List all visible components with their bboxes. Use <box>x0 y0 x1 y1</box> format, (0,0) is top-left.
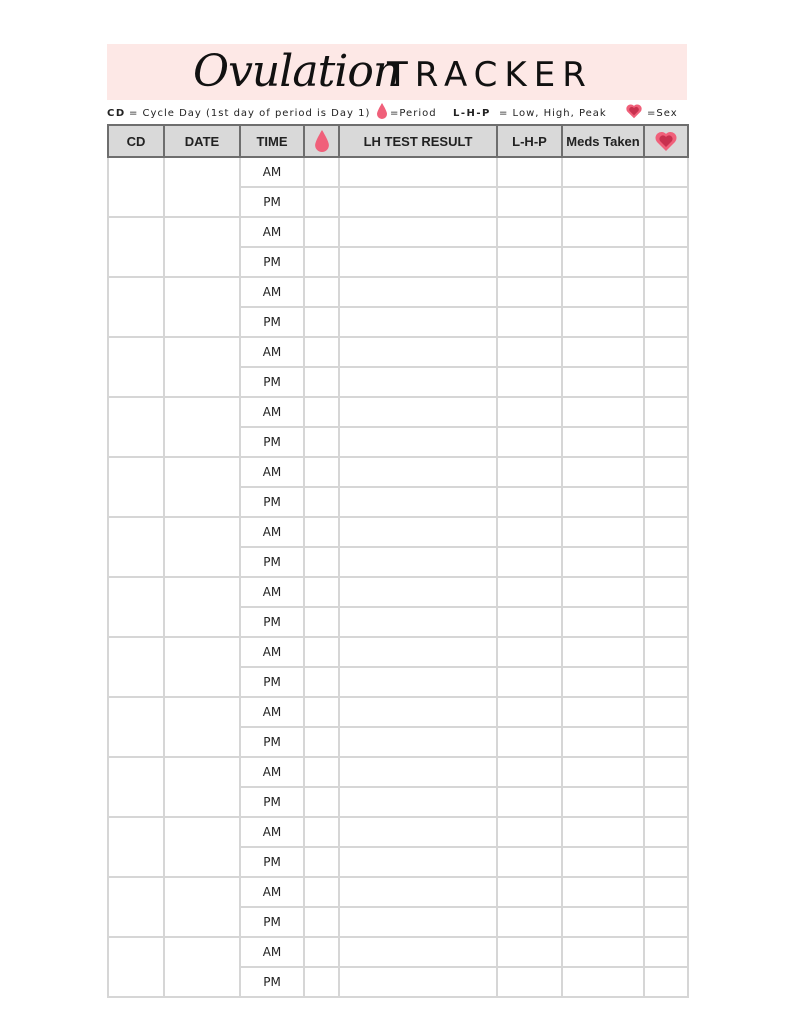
period-cell[interactable] <box>304 937 339 967</box>
lhp-cell[interactable] <box>497 727 562 757</box>
meds-cell[interactable] <box>562 487 644 517</box>
period-cell[interactable] <box>304 487 339 517</box>
time-cell: PM <box>240 667 304 697</box>
time-cell: AM <box>240 157 304 187</box>
lh-result-cell[interactable] <box>339 607 497 637</box>
lh-result-cell[interactable] <box>339 667 497 697</box>
cd-cell[interactable] <box>108 577 164 637</box>
lh-result-cell[interactable] <box>339 937 497 967</box>
sex-cell[interactable] <box>644 817 688 847</box>
period-cell[interactable] <box>304 157 339 187</box>
period-cell[interactable] <box>304 517 339 547</box>
lh-result-cell[interactable] <box>339 187 497 217</box>
sex-cell[interactable] <box>644 757 688 787</box>
lh-result-cell[interactable] <box>339 577 497 607</box>
meds-cell[interactable] <box>562 367 644 397</box>
meds-cell[interactable] <box>562 397 644 427</box>
table-row <box>108 697 688 727</box>
lh-result-cell[interactable] <box>339 757 497 787</box>
sex-cell[interactable] <box>644 307 688 337</box>
sex-cell[interactable] <box>644 247 688 277</box>
sex-cell[interactable] <box>644 157 688 187</box>
blood-drop-icon <box>315 130 329 152</box>
cd-cell[interactable] <box>108 517 164 577</box>
table-row <box>108 397 688 427</box>
period-cell[interactable] <box>304 277 339 307</box>
sex-cell[interactable] <box>644 547 688 577</box>
lhp-cell[interactable] <box>497 967 562 997</box>
sex-cell[interactable] <box>644 277 688 307</box>
lhp-cell[interactable] <box>497 487 562 517</box>
date-cell[interactable] <box>164 577 240 637</box>
table-row <box>108 757 688 787</box>
sex-cell[interactable] <box>644 667 688 697</box>
time-cell: PM <box>240 367 304 397</box>
meds-cell[interactable] <box>562 337 644 367</box>
date-cell[interactable] <box>164 397 240 457</box>
meds-cell[interactable] <box>562 817 644 847</box>
date-cell[interactable] <box>164 757 240 817</box>
meds-cell[interactable] <box>562 187 644 217</box>
table-row <box>108 817 688 847</box>
period-cell[interactable] <box>304 697 339 727</box>
period-cell[interactable] <box>304 217 339 247</box>
meds-cell[interactable] <box>562 847 644 877</box>
time-cell: PM <box>240 847 304 877</box>
date-cell[interactable] <box>164 337 240 397</box>
lh-result-cell[interactable] <box>339 517 497 547</box>
period-cell[interactable] <box>304 457 339 487</box>
period-cell[interactable] <box>304 367 339 397</box>
table-row <box>108 577 688 607</box>
period-cell[interactable] <box>304 337 339 367</box>
lhp-cell[interactable] <box>497 397 562 427</box>
lh-result-cell[interactable] <box>339 367 497 397</box>
sex-cell[interactable] <box>644 457 688 487</box>
sex-cell[interactable] <box>644 637 688 667</box>
lh-result-cell[interactable] <box>339 847 497 877</box>
time-cell: PM <box>240 247 304 277</box>
sex-cell[interactable] <box>644 787 688 817</box>
lhp-cell[interactable] <box>497 577 562 607</box>
meds-cell[interactable] <box>562 277 644 307</box>
lhp-cell[interactable] <box>497 667 562 697</box>
header-sex <box>644 125 688 157</box>
cd-cell[interactable] <box>108 217 164 277</box>
sex-cell[interactable] <box>644 217 688 247</box>
date-cell[interactable] <box>164 697 240 757</box>
time-cell: PM <box>240 787 304 817</box>
date-cell[interactable] <box>164 877 240 937</box>
period-cell[interactable] <box>304 427 339 457</box>
meds-cell[interactable] <box>562 937 644 967</box>
date-cell[interactable] <box>164 277 240 337</box>
lhp-cell[interactable] <box>497 247 562 277</box>
date-cell[interactable] <box>164 457 240 517</box>
lhp-cell[interactable] <box>497 637 562 667</box>
lhp-cell[interactable] <box>497 847 562 877</box>
legend-cd-text: = Cycle Day (1st day of period is Day 1) <box>129 108 371 119</box>
cd-cell[interactable] <box>108 937 164 997</box>
time-cell: PM <box>240 967 304 997</box>
date-cell[interactable] <box>164 937 240 997</box>
lh-result-cell[interactable] <box>339 427 497 457</box>
lhp-cell[interactable] <box>497 817 562 847</box>
period-cell[interactable] <box>304 727 339 757</box>
period-cell[interactable] <box>304 637 339 667</box>
lhp-cell[interactable] <box>497 547 562 577</box>
meds-cell[interactable] <box>562 457 644 487</box>
sex-cell[interactable] <box>644 877 688 907</box>
legend-cd-abbr: CD <box>107 108 126 119</box>
sex-cell[interactable] <box>644 367 688 397</box>
sex-cell[interactable] <box>644 187 688 217</box>
ovulation-table <box>107 124 689 998</box>
meds-cell[interactable] <box>562 787 644 817</box>
date-cell[interactable] <box>164 817 240 877</box>
period-cell[interactable] <box>304 907 339 937</box>
time-cell: PM <box>240 907 304 937</box>
lhp-cell[interactable] <box>497 907 562 937</box>
lhp-cell[interactable] <box>497 277 562 307</box>
table-row <box>108 337 688 367</box>
meds-cell[interactable] <box>562 427 644 457</box>
meds-cell[interactable] <box>562 517 644 547</box>
meds-cell[interactable] <box>562 637 644 667</box>
time-cell: AM <box>240 877 304 907</box>
time-cell: AM <box>240 697 304 727</box>
meds-cell[interactable] <box>562 157 644 187</box>
sex-cell[interactable] <box>644 697 688 727</box>
time-cell: PM <box>240 547 304 577</box>
meds-cell[interactable] <box>562 607 644 637</box>
header-lh-test: LH TEST RESULT <box>339 125 497 157</box>
period-cell[interactable] <box>304 787 339 817</box>
lhp-cell[interactable] <box>497 607 562 637</box>
lh-result-cell[interactable] <box>339 697 497 727</box>
legend <box>107 104 687 124</box>
time-cell: AM <box>240 217 304 247</box>
time-cell: PM <box>240 607 304 637</box>
lh-result-cell[interactable] <box>339 817 497 847</box>
lhp-cell[interactable] <box>497 157 562 187</box>
cd-cell[interactable] <box>108 397 164 457</box>
header-cd: CD <box>108 125 164 157</box>
period-cell[interactable] <box>304 247 339 277</box>
time-cell: PM <box>240 187 304 217</box>
time-cell: PM <box>240 307 304 337</box>
time-cell: PM <box>240 487 304 517</box>
table-row <box>108 637 688 667</box>
table-header-row <box>108 125 688 157</box>
period-cell[interactable] <box>304 577 339 607</box>
lh-result-cell[interactable] <box>339 967 497 997</box>
meds-cell[interactable] <box>562 217 644 247</box>
lhp-cell[interactable] <box>497 307 562 337</box>
sex-cell[interactable] <box>644 487 688 517</box>
period-cell[interactable] <box>304 667 339 697</box>
period-cell[interactable] <box>304 847 339 877</box>
lh-result-cell[interactable] <box>339 157 497 187</box>
sex-cell[interactable] <box>644 427 688 457</box>
table-row <box>108 517 688 547</box>
cd-cell[interactable] <box>108 157 164 217</box>
lh-result-cell[interactable] <box>339 457 497 487</box>
table-row <box>108 877 688 907</box>
meds-cell[interactable] <box>562 967 644 997</box>
time-cell: AM <box>240 517 304 547</box>
sex-cell[interactable] <box>644 727 688 757</box>
meds-cell[interactable] <box>562 577 644 607</box>
cd-cell[interactable] <box>108 337 164 397</box>
sex-cell[interactable] <box>644 577 688 607</box>
lhp-cell[interactable] <box>497 517 562 547</box>
heart-icon <box>625 103 643 122</box>
lh-result-cell[interactable] <box>339 337 497 367</box>
meds-cell[interactable] <box>562 307 644 337</box>
meds-cell[interactable] <box>562 877 644 907</box>
meds-cell[interactable] <box>562 757 644 787</box>
time-cell: AM <box>240 337 304 367</box>
period-cell[interactable] <box>304 307 339 337</box>
period-cell[interactable] <box>304 877 339 907</box>
lh-result-cell[interactable] <box>339 487 497 517</box>
cd-cell[interactable] <box>108 817 164 877</box>
period-cell[interactable] <box>304 187 339 217</box>
time-cell: AM <box>240 637 304 667</box>
header-date: DATE <box>164 125 240 157</box>
lhp-cell[interactable] <box>497 877 562 907</box>
date-cell[interactable] <box>164 637 240 697</box>
meds-cell[interactable] <box>562 727 644 757</box>
sex-cell[interactable] <box>644 907 688 937</box>
lh-result-cell[interactable] <box>339 217 497 247</box>
lh-result-cell[interactable] <box>339 907 497 937</box>
lhp-cell[interactable] <box>497 367 562 397</box>
lhp-cell[interactable] <box>497 457 562 487</box>
meds-cell[interactable] <box>562 667 644 697</box>
time-cell: AM <box>240 397 304 427</box>
time-cell: AM <box>240 817 304 847</box>
table-row <box>108 277 688 307</box>
time-cell: AM <box>240 457 304 487</box>
header-time: TIME <box>240 125 304 157</box>
legend-period-text: =Period <box>390 108 437 119</box>
date-cell[interactable] <box>164 217 240 277</box>
lhp-cell[interactable] <box>497 217 562 247</box>
lh-result-cell[interactable] <box>339 277 497 307</box>
date-cell[interactable] <box>164 157 240 217</box>
sex-cell[interactable] <box>644 337 688 367</box>
sex-cell[interactable] <box>644 937 688 967</box>
header-lhp: L-H-P <box>497 125 562 157</box>
legend-sex-text: =Sex <box>647 108 678 119</box>
lh-result-cell[interactable] <box>339 637 497 667</box>
cd-cell[interactable] <box>108 277 164 337</box>
lh-result-cell[interactable] <box>339 877 497 907</box>
legend-lhp-abbr: L-H-P <box>453 108 491 119</box>
title-banner <box>107 44 687 100</box>
table-body <box>108 157 688 997</box>
lhp-cell[interactable] <box>497 757 562 787</box>
time-cell: AM <box>240 937 304 967</box>
table-row <box>108 457 688 487</box>
header-meds: Meds Taken <box>562 125 644 157</box>
sex-cell[interactable] <box>644 847 688 877</box>
period-cell[interactable] <box>304 967 339 997</box>
cd-cell[interactable] <box>108 877 164 937</box>
period-cell[interactable] <box>304 397 339 427</box>
cd-cell[interactable] <box>108 757 164 817</box>
time-cell: AM <box>240 577 304 607</box>
sex-cell[interactable] <box>644 517 688 547</box>
meds-cell[interactable] <box>562 547 644 577</box>
blood-drop-icon <box>377 103 387 122</box>
lh-result-cell[interactable] <box>339 247 497 277</box>
lh-result-cell[interactable] <box>339 547 497 577</box>
lhp-cell[interactable] <box>497 697 562 727</box>
lhp-cell[interactable] <box>497 937 562 967</box>
lhp-cell[interactable] <box>497 187 562 217</box>
time-cell: AM <box>240 277 304 307</box>
header-period <box>304 125 339 157</box>
time-cell: PM <box>240 727 304 757</box>
lh-result-cell[interactable] <box>339 727 497 757</box>
lh-result-cell[interactable] <box>339 787 497 817</box>
title-script: Ovulation <box>193 46 401 97</box>
table-row <box>108 937 688 967</box>
cd-cell[interactable] <box>108 457 164 517</box>
meds-cell[interactable] <box>562 697 644 727</box>
lhp-cell[interactable] <box>497 787 562 817</box>
lhp-cell[interactable] <box>497 427 562 457</box>
lh-result-cell[interactable] <box>339 307 497 337</box>
meds-cell[interactable] <box>562 247 644 277</box>
cd-cell[interactable] <box>108 697 164 757</box>
period-cell[interactable] <box>304 607 339 637</box>
period-cell[interactable] <box>304 817 339 847</box>
heart-icon <box>654 130 678 152</box>
meds-cell[interactable] <box>562 907 644 937</box>
lh-result-cell[interactable] <box>339 397 497 427</box>
table-row <box>108 157 688 187</box>
date-cell[interactable] <box>164 517 240 577</box>
sex-cell[interactable] <box>644 967 688 997</box>
cd-cell[interactable] <box>108 637 164 697</box>
table-row <box>108 217 688 247</box>
lhp-cell[interactable] <box>497 337 562 367</box>
title-caps: TRACKER <box>387 55 593 95</box>
time-cell: PM <box>240 427 304 457</box>
sex-cell[interactable] <box>644 397 688 427</box>
sex-cell[interactable] <box>644 607 688 637</box>
time-cell: AM <box>240 757 304 787</box>
period-cell[interactable] <box>304 547 339 577</box>
period-cell[interactable] <box>304 757 339 787</box>
legend-lhp-text: = Low, High, Peak <box>499 108 607 119</box>
